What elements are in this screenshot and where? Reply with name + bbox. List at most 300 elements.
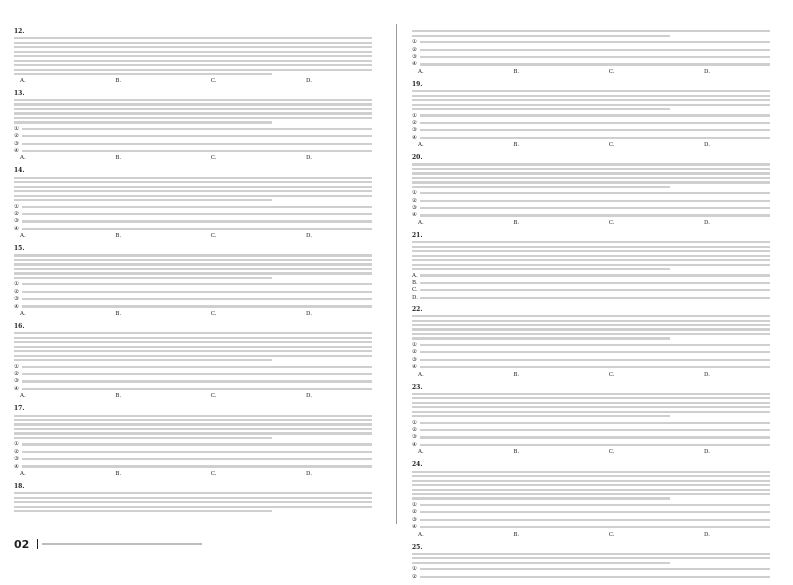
- text-line: [14, 350, 372, 352]
- answer-choices: [14, 233, 372, 240]
- answer-choices: [14, 393, 372, 400]
- answer-choice: D.: [704, 68, 710, 75]
- option-text: [22, 143, 372, 145]
- text-line: [412, 168, 770, 170]
- question: [14, 28, 372, 85]
- option-item: [412, 442, 770, 448]
- option-text: [420, 422, 770, 424]
- text-line: [412, 406, 770, 408]
- option-item: [14, 141, 372, 147]
- question-body: [14, 332, 372, 361]
- option-item: [14, 464, 372, 470]
- option-item: [412, 120, 770, 126]
- answer-choice: A.: [20, 155, 26, 162]
- text-line: [14, 497, 372, 499]
- text-line: [14, 37, 372, 39]
- text-line: [412, 320, 770, 322]
- option-item: [412, 342, 770, 348]
- text-line: [412, 402, 770, 404]
- text-line: [412, 393, 770, 395]
- question-number: 24.: [412, 461, 423, 469]
- option-item: [412, 205, 770, 211]
- text-line: [14, 99, 372, 101]
- option-text: [420, 429, 770, 431]
- option-text: [22, 283, 372, 285]
- answer-choices: [412, 142, 770, 149]
- text-line: [412, 172, 770, 174]
- question-body: [412, 30, 770, 37]
- text-line: [14, 64, 372, 66]
- option-list: [412, 420, 770, 448]
- text-line: [14, 272, 372, 274]
- answer-choice: A.: [418, 531, 424, 538]
- option-item: [14, 126, 372, 132]
- text-line: [14, 117, 372, 119]
- text-line: [14, 492, 372, 494]
- option-marker: ①: [412, 419, 417, 426]
- text-line: [412, 333, 770, 335]
- option-text: [420, 56, 770, 58]
- text-line: [412, 95, 770, 97]
- question-body: [412, 315, 770, 340]
- text-line: [14, 506, 372, 508]
- text-line: [412, 268, 670, 270]
- question: [412, 461, 770, 538]
- text-line: [14, 277, 272, 279]
- text-line: [14, 181, 372, 183]
- answer-choices: [14, 471, 372, 478]
- option-item: [14, 449, 372, 455]
- question-number: 23.: [412, 383, 423, 391]
- option-text: [420, 122, 770, 124]
- option-marker: ③: [412, 434, 417, 441]
- text-line: [412, 471, 770, 473]
- option-item: [412, 135, 770, 141]
- option-text: [22, 458, 372, 460]
- option-list: [412, 566, 770, 579]
- text-line: [14, 254, 372, 256]
- answer-choices: [412, 449, 770, 456]
- text-line: [14, 419, 372, 421]
- option-item: [14, 441, 372, 447]
- answer-choices: [412, 69, 770, 76]
- answer-choice: B.: [115, 310, 122, 317]
- question-number: 18.: [14, 482, 25, 490]
- option-marker: ①: [412, 190, 417, 197]
- answer-choices: [14, 155, 372, 162]
- question: [412, 384, 770, 457]
- option-item: [412, 420, 770, 426]
- option-text: [420, 511, 770, 513]
- question: [14, 167, 372, 240]
- text-line: [412, 497, 670, 499]
- question: [412, 232, 770, 301]
- option-text: [420, 351, 770, 353]
- option-text: [420, 289, 770, 291]
- answer-choices: [14, 311, 372, 318]
- text-line: [14, 55, 372, 57]
- option-text: [420, 192, 770, 194]
- text-line: [412, 324, 770, 326]
- option-marker: ①: [412, 566, 417, 573]
- question-number: 21.: [412, 231, 423, 239]
- answer-choice: A.: [20, 233, 26, 240]
- text-line: [14, 437, 272, 439]
- option-list: [14, 281, 372, 309]
- option-list: [412, 502, 770, 530]
- option-item: [412, 502, 770, 508]
- text-line: [412, 493, 770, 495]
- text-line: [14, 51, 372, 53]
- option-list: [14, 364, 372, 392]
- option-item: [14, 296, 372, 302]
- question-number: 12.: [14, 28, 25, 35]
- answer-choice: D.: [306, 393, 312, 400]
- option-item: [14, 364, 372, 370]
- question-body: [14, 177, 372, 202]
- text-line: [14, 423, 372, 425]
- left-column: [14, 28, 372, 517]
- text-line: [14, 103, 372, 105]
- option-text: [420, 366, 770, 368]
- text-line: [412, 186, 670, 188]
- option-item: [14, 218, 372, 224]
- question-body: [412, 241, 770, 270]
- option-marker: ②: [14, 133, 19, 140]
- answer-choice: B.: [513, 219, 520, 226]
- text-line: [14, 501, 372, 503]
- option-item: [14, 371, 372, 377]
- answer-choices: [412, 372, 770, 379]
- option-marker: ③: [412, 205, 417, 212]
- option-item: [412, 113, 770, 119]
- option-item: [412, 427, 770, 433]
- text-line: [14, 259, 372, 261]
- question-body: [14, 254, 372, 279]
- answer-choice: D.: [306, 233, 312, 240]
- option-marker: ②: [412, 349, 417, 356]
- question-number: 13.: [14, 89, 25, 97]
- option-marker: ①: [412, 112, 417, 119]
- question-number: 17.: [14, 405, 25, 413]
- question-body: [412, 393, 770, 418]
- option-text: [420, 207, 770, 209]
- option-item: [412, 39, 770, 45]
- text-line: [412, 250, 770, 252]
- answer-choice: A.: [20, 77, 26, 84]
- question-number: 25.: [412, 543, 423, 551]
- text-line: [14, 177, 372, 179]
- option-marker: ①: [14, 203, 19, 210]
- option-text: [420, 519, 770, 521]
- option-item: [14, 204, 372, 210]
- option-item: [412, 127, 770, 133]
- option-marker: D.: [412, 294, 418, 301]
- question: [412, 154, 770, 227]
- option-item: [14, 226, 372, 232]
- answer-choice: B.: [513, 142, 520, 149]
- question-body: [412, 471, 770, 500]
- option-item: [412, 509, 770, 515]
- page-number: 02: [14, 537, 30, 551]
- option-marker: ②: [14, 448, 19, 455]
- option-text: [22, 366, 372, 368]
- option-marker: ③: [14, 296, 19, 303]
- answer-choice: B.: [115, 77, 122, 84]
- option-text: [420, 444, 770, 446]
- text-line: [14, 428, 372, 430]
- answer-choice: A.: [418, 371, 424, 378]
- text-line: [412, 246, 770, 248]
- option-item: [412, 434, 770, 440]
- text-line: [412, 35, 670, 37]
- option-text: [22, 150, 372, 152]
- option-marker: ①: [14, 441, 19, 448]
- text-line: [412, 489, 770, 491]
- text-line: [412, 480, 770, 482]
- question-number: 20.: [412, 154, 423, 162]
- option-text: [420, 137, 770, 139]
- option-marker: ①: [14, 363, 19, 370]
- answer-choice: D.: [306, 470, 312, 477]
- option-marker: ②: [412, 46, 417, 53]
- option-marker: ②: [14, 288, 19, 295]
- option-list: [412, 273, 770, 301]
- answer-choice: C.: [608, 531, 615, 538]
- answer-choice: B.: [115, 393, 122, 400]
- answer-choice: A.: [20, 470, 26, 477]
- answer-choice: B.: [513, 68, 520, 75]
- page-footer: [14, 538, 779, 550]
- option-text: [420, 526, 770, 528]
- text-line: [412, 475, 770, 477]
- text-line: [412, 337, 670, 339]
- option-text: [420, 576, 770, 578]
- option-text: [420, 129, 770, 131]
- option-marker: ④: [14, 303, 19, 310]
- text-line: [14, 355, 372, 357]
- option-item: [412, 364, 770, 370]
- text-line: [412, 90, 770, 92]
- option-marker: ①: [412, 341, 417, 348]
- footer-text: [42, 543, 202, 546]
- option-marker: ①: [14, 281, 19, 288]
- answer-choices: [412, 220, 770, 227]
- option-text: [22, 206, 372, 208]
- option-text: [22, 373, 372, 375]
- option-list: [14, 126, 372, 154]
- option-marker: C.: [412, 287, 418, 294]
- text-line: [412, 411, 770, 413]
- answer-choice: C.: [608, 219, 615, 226]
- text-line: [14, 510, 272, 512]
- option-item: [14, 211, 372, 217]
- text-line: [412, 255, 770, 257]
- option-list: [412, 113, 770, 141]
- question: [412, 306, 770, 379]
- option-item: [14, 304, 372, 310]
- text-line: [412, 177, 770, 179]
- option-item: [412, 190, 770, 196]
- option-marker: ④: [412, 364, 417, 371]
- question: [14, 323, 372, 400]
- option-item: [412, 273, 770, 279]
- text-line: [412, 562, 670, 564]
- option-text: [420, 274, 770, 276]
- text-line: [14, 341, 372, 343]
- option-marker: ④: [412, 61, 417, 68]
- text-line: [412, 553, 770, 555]
- option-item: [14, 133, 372, 139]
- option-text: [420, 41, 770, 43]
- answer-choice: D.: [704, 219, 710, 226]
- answer-choice: A.: [418, 219, 424, 226]
- text-line: [14, 73, 272, 75]
- option-marker: ③: [14, 456, 19, 463]
- option-marker: ④: [412, 441, 417, 448]
- text-line: [412, 557, 770, 559]
- answer-choice: B.: [513, 449, 520, 456]
- question-body: [14, 492, 372, 512]
- text-line: [412, 328, 770, 330]
- option-item: [412, 349, 770, 355]
- answer-choice: B.: [513, 531, 520, 538]
- question: [14, 483, 372, 512]
- answer-choice: B.: [115, 155, 122, 162]
- option-marker: ④: [14, 463, 19, 470]
- option-marker: B.: [412, 279, 418, 286]
- answer-choice: A.: [418, 449, 424, 456]
- option-text: [420, 63, 770, 65]
- option-marker: ②: [412, 197, 417, 204]
- option-text: [420, 504, 770, 506]
- option-text: [22, 380, 372, 382]
- option-marker: ③: [412, 516, 417, 523]
- right-column: [412, 28, 770, 585]
- option-marker: ②: [412, 427, 417, 434]
- text-line: [14, 121, 272, 123]
- option-text: [22, 388, 372, 390]
- answer-choice: C.: [608, 371, 615, 378]
- option-marker: ③: [14, 378, 19, 385]
- text-line: [14, 263, 372, 265]
- option-text: [420, 436, 770, 438]
- option-marker: ③: [412, 356, 417, 363]
- text-line: [14, 332, 372, 334]
- option-item: [14, 148, 372, 154]
- option-marker: ④: [412, 134, 417, 141]
- option-list: [14, 204, 372, 232]
- text-line: [14, 346, 372, 348]
- option-marker: ②: [412, 119, 417, 126]
- option-item: [412, 280, 770, 286]
- text-line: [14, 108, 372, 110]
- question-number: 14.: [14, 167, 25, 175]
- answer-choice: C.: [210, 233, 217, 240]
- text-line: [412, 397, 770, 399]
- text-line: [14, 359, 272, 361]
- option-text: [420, 214, 770, 216]
- option-marker: A.: [412, 272, 418, 279]
- option-list: [412, 190, 770, 218]
- text-line: [14, 415, 372, 417]
- text-line: [412, 30, 770, 32]
- question: [412, 81, 770, 149]
- option-text: [22, 220, 372, 222]
- question-body: [14, 37, 372, 75]
- option-item: [14, 281, 372, 287]
- answer-choice: B.: [115, 233, 122, 240]
- option-text: [22, 451, 372, 453]
- option-text: [420, 359, 770, 361]
- answer-choice: A.: [20, 393, 26, 400]
- option-list: [412, 342, 770, 370]
- text-line: [14, 337, 372, 339]
- option-text: [420, 49, 770, 51]
- text-line: [14, 186, 372, 188]
- answer-choice: D.: [306, 155, 312, 162]
- option-marker: ②: [14, 211, 19, 218]
- option-text: [22, 135, 372, 137]
- text-line: [412, 315, 770, 317]
- option-text: [420, 568, 770, 570]
- text-line: [412, 484, 770, 486]
- option-text: [22, 128, 372, 130]
- question-body: [14, 99, 372, 124]
- option-marker: ④: [412, 524, 417, 531]
- option-item: [412, 212, 770, 218]
- answer-choice: D.: [704, 371, 710, 378]
- question: [14, 90, 372, 163]
- option-item: [412, 357, 770, 363]
- answer-choice: D.: [704, 531, 710, 538]
- option-marker: ②: [412, 573, 417, 580]
- option-marker: ②: [412, 509, 417, 516]
- option-text: [22, 443, 372, 445]
- option-marker: ①: [14, 125, 19, 132]
- question-number: 16.: [14, 322, 25, 330]
- text-line: [14, 199, 272, 201]
- option-marker: ①: [412, 501, 417, 508]
- question: [14, 245, 372, 318]
- option-text: [22, 298, 372, 300]
- question: [14, 405, 372, 478]
- option-item: [412, 566, 770, 572]
- option-text: [22, 213, 372, 215]
- text-line: [14, 60, 372, 62]
- option-marker: ③: [412, 127, 417, 134]
- text-line: [14, 42, 372, 44]
- option-marker: ③: [14, 140, 19, 147]
- answer-choice: C.: [210, 393, 217, 400]
- answer-choice: D.: [704, 449, 710, 456]
- text-line: [412, 108, 670, 110]
- answer-choice: C.: [608, 449, 615, 456]
- option-text: [22, 465, 372, 467]
- option-item: [412, 47, 770, 53]
- text-line: [412, 104, 770, 106]
- question-number: 15.: [14, 245, 25, 253]
- option-marker: ④: [14, 225, 19, 232]
- text-line: [412, 264, 770, 266]
- option-item: [412, 198, 770, 204]
- footer-divider: [37, 539, 38, 549]
- answer-choice: D.: [306, 77, 312, 84]
- option-text: [22, 305, 372, 307]
- option-item: [412, 517, 770, 523]
- text-line: [412, 259, 770, 261]
- column-divider: [396, 24, 397, 524]
